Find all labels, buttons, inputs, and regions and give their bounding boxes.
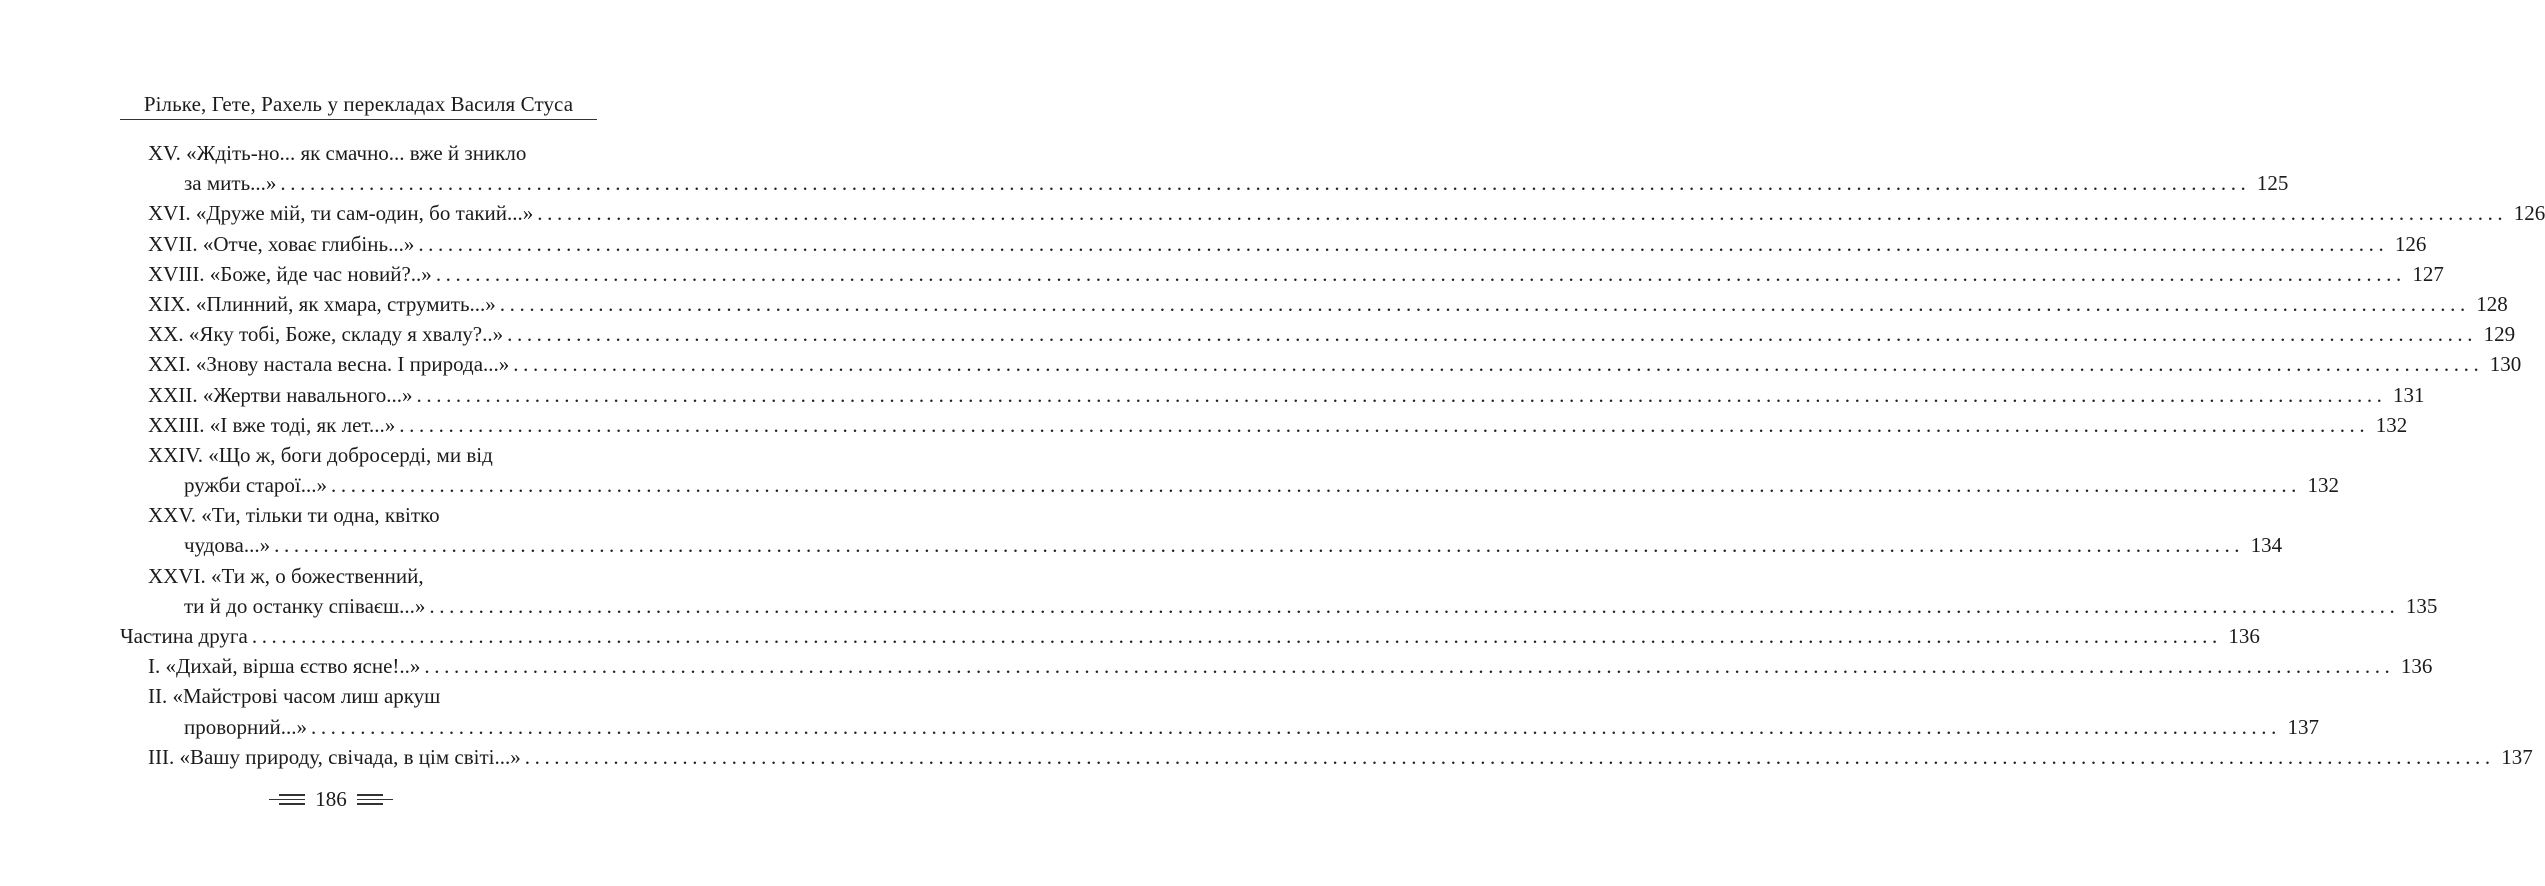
toc-entry-title: XXIII. «І вже тоді, як лет...» xyxy=(148,412,396,437)
toc-entry-title: XV. «Ждіть-но... як смачно... вже й зникло xyxy=(148,141,527,165)
toc-page-number: 136 xyxy=(2228,624,2260,648)
toc-entry-title: проворний...» xyxy=(184,714,307,739)
toc-entry-title: XIX. «Плинний, як хмара, струмить...» xyxy=(148,291,496,316)
toc-entry-line xyxy=(120,530,2283,560)
toc-entry-title: ІІ. «Майстрові часом лиш аркуш xyxy=(148,684,441,709)
toc-entry-title: XVII. «Отче, ховає глибінь...» xyxy=(148,231,415,256)
toc-entry-title: І. «Дихай, вірша єство ясне!..» xyxy=(148,654,421,679)
toc-entry-title: XXI. «Знову настала весна. І природа...» xyxy=(148,352,510,377)
dot-leader: ........................................................................................................................................................................................................ xyxy=(513,352,2484,377)
toc-page-number: 129 xyxy=(2483,322,2516,347)
toc-page-number: 127 xyxy=(2412,261,2444,286)
toc-entry-title: ружби старої...» xyxy=(184,473,328,498)
running-head: Рільке, Гете, Рахель у перекладах Василя Стуса xyxy=(143,92,574,116)
toc-page-number: 131 xyxy=(2393,382,2425,407)
toc-entry-line xyxy=(120,712,2319,742)
toc-page-number: 130 xyxy=(2489,352,2522,377)
toc-entry-line xyxy=(120,229,2427,259)
dot-leader: ........................................................................................................................................................................................................ xyxy=(429,593,2400,618)
dot-leader: ........................................................................................................................................................................................................ xyxy=(251,624,2222,648)
toc-entry-line xyxy=(120,380,2425,410)
toc-page-number: 126 xyxy=(2513,201,2545,226)
dot-leader: ........................................................................................................................................................................................................ xyxy=(280,171,2251,196)
toc-page-number: 136 xyxy=(2400,654,2433,679)
toc-entry-line xyxy=(120,410,2408,440)
dot-leader: ........................................................................................................................................................................................................ xyxy=(331,473,2302,498)
toc-entry-line xyxy=(120,440,597,470)
toc-page-number: 134 xyxy=(2250,533,2283,558)
toc-entry-line xyxy=(120,349,2522,379)
toc-entry-line xyxy=(120,289,2508,319)
page-number: 186 xyxy=(315,787,347,811)
left-ornament xyxy=(269,794,305,804)
toc-entry-title: чудова...» xyxy=(184,533,271,558)
dot-leader: ........................................................................................................................................................................................................ xyxy=(424,654,2395,679)
right-ornament xyxy=(357,794,393,804)
toc-entry-title: XX. «Яку тобі, Боже, складу я хвалу?..» xyxy=(148,322,504,347)
toc-page-number: 126 xyxy=(2394,231,2427,256)
toc-entry-line xyxy=(120,138,597,168)
table-of-contents xyxy=(120,138,2545,772)
toc-page-number: 128 xyxy=(2476,291,2508,316)
toc-entry-line xyxy=(120,591,2438,621)
toc-entry-title: ти й до останку співаєш...» xyxy=(184,593,426,618)
toc-entry-line xyxy=(120,470,2340,500)
dot-leader: ........................................................................................................................................................................................................ xyxy=(435,261,2406,286)
dot-leader: ........................................................................................................................................................................................................ xyxy=(310,714,2281,739)
page-folio xyxy=(0,787,662,812)
toc-page-number: 137 xyxy=(2501,744,2533,769)
toc-page-number: 137 xyxy=(2287,714,2319,739)
dot-leader: ........................................................................................................................................................................................................ xyxy=(416,382,2387,407)
header-rule xyxy=(120,119,597,120)
dot-leader: ........................................................................................................................................................................................................ xyxy=(524,744,2495,769)
toc-page-number: 135 xyxy=(2405,593,2438,618)
toc-entry-line xyxy=(120,500,597,530)
toc-entry-line xyxy=(120,319,2516,349)
toc-entry-title: XXVI. «Ти ж, о божественний, xyxy=(148,563,424,588)
dot-leader: ........................................................................................................................................................................................................ xyxy=(274,533,2245,558)
toc-entry-title: ІІІ. «Вашу природу, свічада, в цім світі...» xyxy=(148,744,521,769)
dot-leader: ........................................................................................................................................................................................................ xyxy=(507,322,2478,347)
toc-entry-title: XXV. «Ти, тільки ти одна, квітко xyxy=(148,503,440,528)
toc-entry-line xyxy=(120,742,2533,772)
dot-leader: ........................................................................................................................................................................................................ xyxy=(399,412,2370,437)
toc-entry-line xyxy=(120,621,2260,651)
toc-entry-line xyxy=(120,681,597,711)
toc-page-number: 125 xyxy=(2256,171,2289,196)
toc-page-number: 132 xyxy=(2375,412,2408,437)
toc-entry-line xyxy=(120,198,2545,228)
toc-entry-line xyxy=(120,651,2433,681)
toc-entry-title: XXIV. «Що ж, боги добросерді, ми від xyxy=(148,442,493,467)
toc-entry-title: Частина друга xyxy=(120,624,248,648)
dot-leader: ........................................................................................................................................................................................................ xyxy=(499,291,2470,316)
toc-entry-line xyxy=(120,561,597,591)
toc-entry-title: XVIII. «Боже, йде час новий?..» xyxy=(148,261,432,286)
dot-leader: ........................................................................................................................................................................................................ xyxy=(418,231,2389,256)
toc-page-number: 132 xyxy=(2307,473,2340,498)
dot-leader: ........................................................................................................................................................................................................ xyxy=(537,201,2508,226)
toc-entry-title: XXII. «Жертви навального...» xyxy=(148,382,413,407)
toc-entry-line xyxy=(120,259,2444,289)
toc-entry-line xyxy=(120,168,2289,198)
toc-entry-title: XVI. «Друже мій, ти сам-один, бо такий...» xyxy=(148,201,534,226)
toc-entry-title: за мить...» xyxy=(184,171,277,196)
